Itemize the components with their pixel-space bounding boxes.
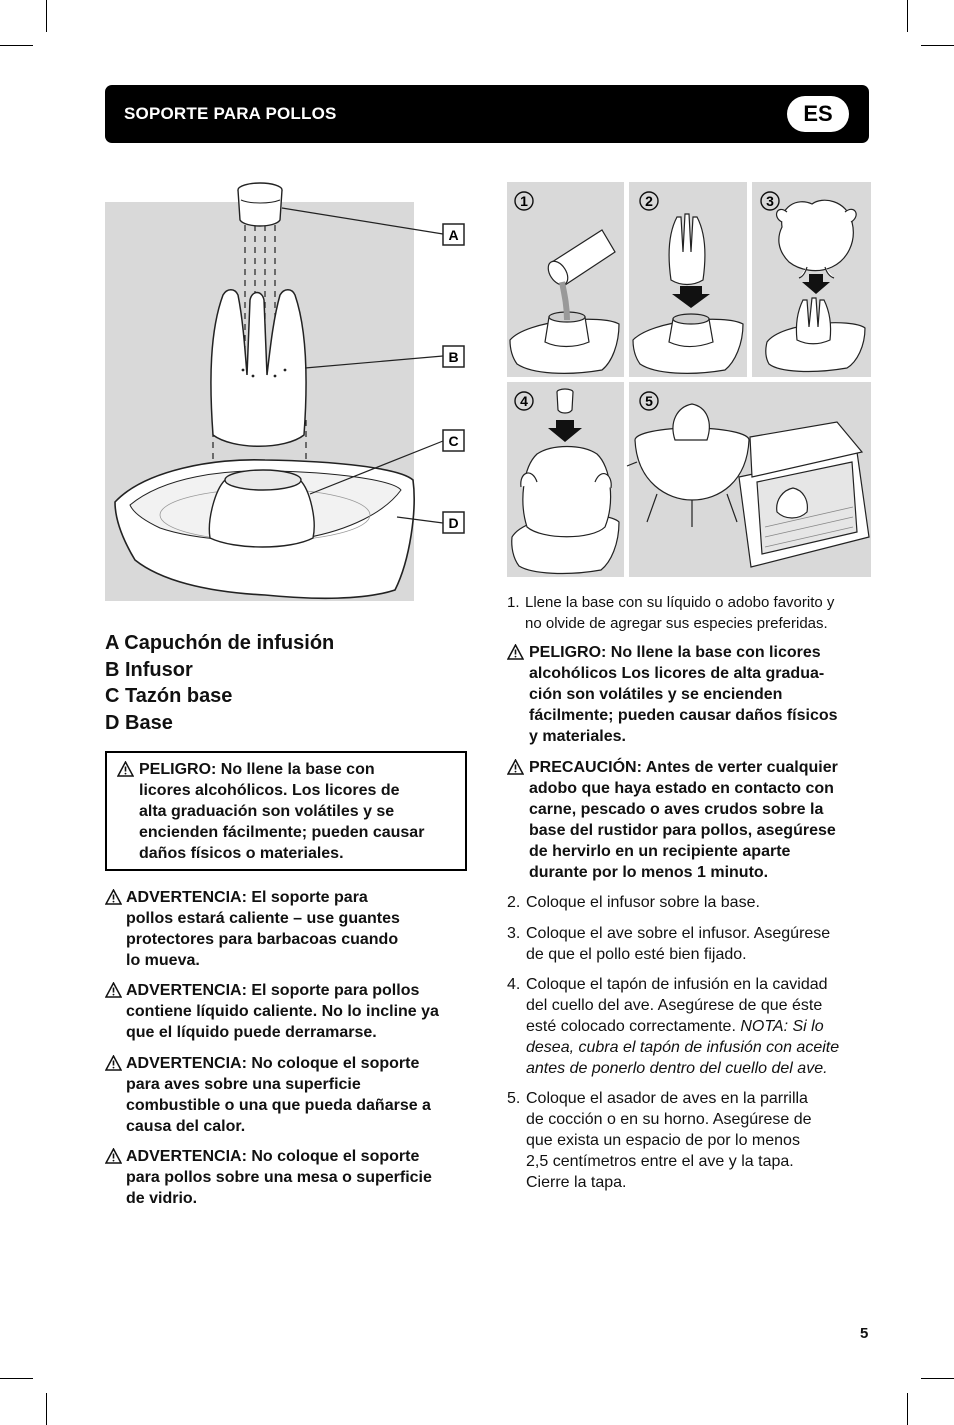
warning-hot: ADVERTENCIA: El soporte para pollos estará caliente – use guantes protectores para barbacoas cuando lo mueva. xyxy=(105,887,475,971)
step-4-note: NOTA: Si lo xyxy=(740,1018,824,1035)
step-figure-5-label: 5 xyxy=(645,393,653,409)
step-illustrations xyxy=(507,182,871,577)
step-4: 4. Coloque el tapón de infusión en la cavidad del cuello del ave. Asegúrese de que éste esté colocado correctamente. NOTA: Si lo desea, cubra el tapón de infusión con aceite antes de ponerlo dentro del cuello del ave. xyxy=(507,976,840,1077)
warning-glass: ADVERTENCIA: No coloque el soporte para pollos sobre una mesa o superficie de vidrio. xyxy=(105,1146,475,1209)
crop-mark xyxy=(907,1393,908,1425)
warning-triangle-icon xyxy=(117,761,134,777)
danger-notice: PELIGRO: No llene la base con licores alcohólicos. Los licores de alta graduación son volátiles y se encienden fácilmente; pueden causar daños físicos o materiales. xyxy=(117,759,462,864)
warning-liquid: ADVERTENCIA: El soporte para pollos contiene líquido caliente. No lo incline ya que el líquido puede derramarse. xyxy=(105,980,475,1043)
warning-triangle-icon xyxy=(507,759,524,775)
warning-triangle-icon xyxy=(507,644,524,660)
step-figure-2-label: 2 xyxy=(645,193,653,209)
callout-d: D xyxy=(448,515,459,531)
chicken-roaster-exploded-illustration xyxy=(105,180,470,610)
part-c: C Tazón base xyxy=(105,685,233,707)
parts-list xyxy=(105,630,334,736)
part-a: A Capuchón de infusión xyxy=(105,632,335,654)
crop-mark xyxy=(46,0,47,32)
warning-triangle-icon xyxy=(105,1148,122,1164)
warning-surface: ADVERTENCIA: No coloque el soporte para aves sobre una superficie combustible o una que pueda dañarse a causa del calor. xyxy=(105,1053,475,1137)
callout-b: B xyxy=(448,349,459,365)
danger-alcohol: PELIGRO: No llene la base con licores alcohólicos Los licores de alta gradua- ción son volátiles y se encienden fácilmente; pueden causar daños físicos y materiales. xyxy=(507,642,871,747)
crop-mark xyxy=(0,1378,33,1379)
step-figure-4-label: 4 xyxy=(520,393,528,409)
warning-triangle-icon xyxy=(105,1055,122,1071)
page-number: 5 xyxy=(860,1325,869,1342)
section-title: SOPORTE PARA POLLOS xyxy=(124,104,337,123)
part-b: B Infusor xyxy=(105,658,193,681)
step-1: 1. Llene la base con su líquido o adobo favorito y no olvide de agregar sus especies preferidas. xyxy=(507,594,835,632)
step-figure-3-label: 3 xyxy=(766,193,774,209)
crop-mark xyxy=(46,1393,47,1425)
callout-a: A xyxy=(448,227,459,243)
step-3: 3. Coloque el ave sobre el infusor. Asegúrese de que el pollo esté bien fijado. xyxy=(507,925,831,963)
crop-mark xyxy=(921,45,954,46)
caution-marinade: PRECAUCIÓN: Antes de verter cualquier adobo que haya estado en contacto con carne, pescado o aves crudos sobre la base del rustidor para pollos, asegúrese de hervirlo en un recipiente aparte durante por lo menos 1 minuto. xyxy=(507,757,871,883)
step-5: 5. Coloque el asador de aves en la parrilla de cocción o en su horno. Asegúrese de que exista un espacio de por lo menos 2,5 centímetros entre el ave y la tapa. Cierre la tapa. xyxy=(507,1090,812,1191)
warning-triangle-icon xyxy=(105,982,122,998)
crop-mark xyxy=(921,1378,954,1379)
warning-triangle-icon xyxy=(105,889,122,905)
step-figure-1-label: 1 xyxy=(520,193,528,209)
callout-c: C xyxy=(448,433,459,449)
section-header xyxy=(105,85,869,143)
crop-mark xyxy=(0,45,33,46)
crop-mark xyxy=(907,0,908,32)
language-badge: ES xyxy=(787,96,849,132)
part-d: D Base xyxy=(105,711,173,734)
step-2: 2. Coloque el infusor sobre la base. xyxy=(507,894,760,911)
callout-boxes xyxy=(443,224,464,533)
